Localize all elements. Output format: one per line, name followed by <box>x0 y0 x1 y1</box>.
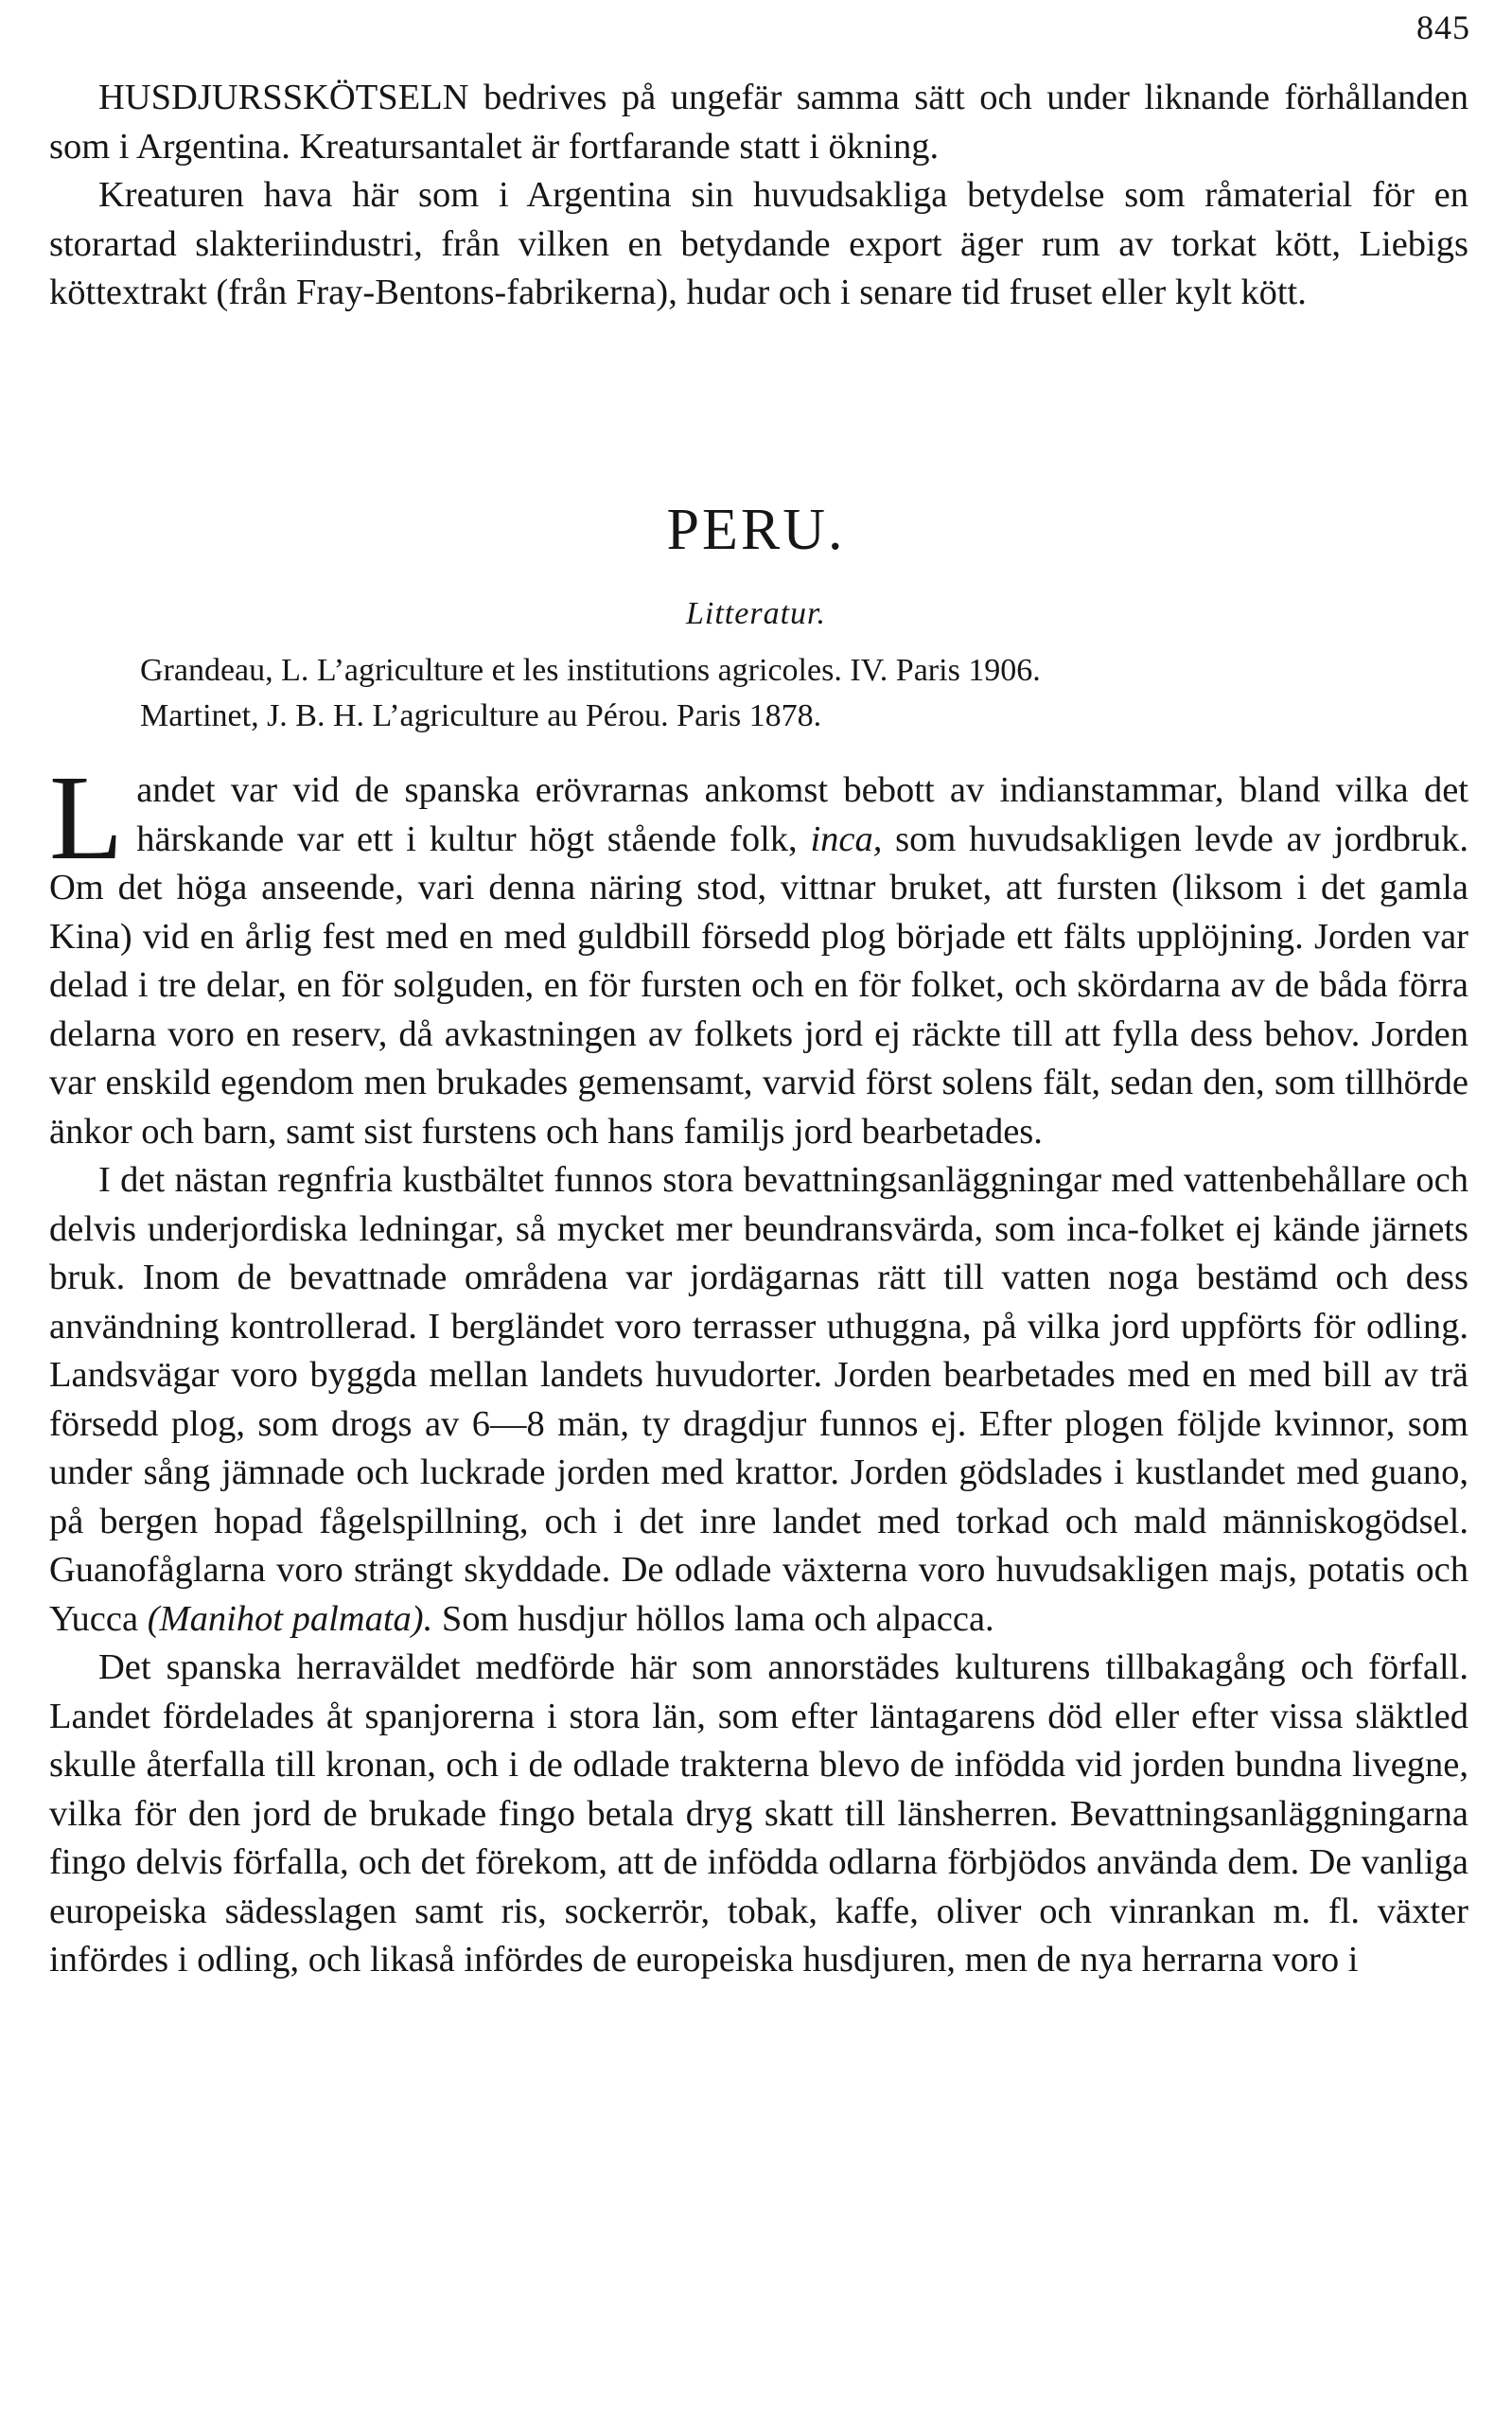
paragraph-text: I det nästan regnfria kustbältet funnos stora bevattningsanläggningar med vattenbehållare och delvis underjordiska ledningar, så mycket mer beundransvärda, som inca-folket ej kände järnets bruk. Inom de bevattnade områdena var jordägarnas rätt till vatten noga bestämd och dess användning kontrollerad. I bergländet voro terrasser uthuggna, på vilka jord uppförts för odling. Landsvägar voro byggda mellan landets huvudorter. Jorden bearbetades med en med bill av trä försedd plog, som drogs av 6—8 män, ty dragdjur funnos ej. Efter plogen följde kvinnor, som under sång jämnade och luckrade jorden med krattor. Jorden gödslades i kustlandet med guano, på bergen hopad fågelspillning, och i det inre landet med torkad och mald människogödsel. Guanofåglarna voro strängt skyddade. De odlade växterna voro huvudsakligen majs, potatis och Yucca <box>49 1160 1468 1639</box>
section-title: PERU. <box>666 498 846 562</box>
paragraph <box>49 74 1468 171</box>
page-number: 845 <box>1416 9 1470 46</box>
paragraph-text: Som husdjur höllos lama och alpacca. <box>432 1598 994 1639</box>
reference-item <box>140 648 1474 694</box>
lead-word: HUSDJURSSKÖTSELN <box>98 78 469 117</box>
paragraph-text: bedrives på ungefär samma sätt och under liknande förhållanden som i Argentina. Kreatursantalet är fortfarande statt i ökning. <box>49 78 1468 167</box>
paragraph-text: som huvudsakligen levde av jordbruk. Om det höga anseende, vari denna näring stod, vittnar bruket, att fursten (liksom i det gamla Kina) vid en årlig fest med en med guldbill försedd plog började ett fälts upplöjning. Jorden var delad i tre delar, en för solguden, en för fursten och en för folket, och skördarna av de båda förra delarna voro en reserv, då avkastningen av folkets jord ej räckte till att fylla dess behov. Jorden var enskild egendom men brukades gemensamt, varvid först solens fält, sedan den, som tillhörde änkor och barn, samt sist furstens och hans familjs jord bearbetades. <box>49 818 1469 1152</box>
reference-item <box>140 694 1474 739</box>
main-text <box>49 750 1469 1985</box>
paragraph <box>49 1156 1468 1644</box>
emphasis: inca, <box>810 818 883 859</box>
reference-text: L’agriculture au Pérou. Paris 1878. <box>372 698 822 733</box>
paragraph <box>49 750 1469 1156</box>
paragraph-text: andet var vid de spanska erövrarnas ankomst bebott av indianstammar, bland vilka det härskande var ett i kultur högt stående folk, <box>136 770 1468 859</box>
emphasis: (Manihot palmata). <box>147 1598 433 1639</box>
husdjur-section <box>49 74 1468 318</box>
reference-author: Martinet, J. B. H. <box>140 698 365 733</box>
drop-cap: L <box>49 750 124 885</box>
reference-list <box>140 648 1474 739</box>
literature-heading: Litteratur. <box>686 596 826 631</box>
reference-author: Grandeau, L. <box>140 653 309 688</box>
reference-text: L’agriculture et les institutions agricoles. IV. Paris 1906. <box>316 653 1041 688</box>
paragraph: Kreaturen hava här som i Argentina sin huvudsakliga betydelse som råmaterial för en storartad slakteriindustri, från vilken en betydande export äger rum av torkat kött, Liebigs köttextrakt (från Fray-Bentons-fabrikerna), hudar och i senare tid fruset eller kylt kött. <box>49 175 1468 312</box>
paragraph: Det spanska herraväldet medförde här som annorstädes kulturens tillbakagång och förfall. Landet fördelades åt spanjorerna i stora län, som efter läntagarens död eller efter vissa släktled skulle återfalla till kronan, och i de odlade trakterna blevo de infödda vid jorden bundna livegne, vilka för den jord de brukade fingo betala dryg skatt till länsherren. Bevattningsanläggningarna fingo delvis förfalla, och det förekom, att de infödda odlarna förbjödos använda dem. De vanliga europeiska sädesslagen samt ris, sockerrör, tobak, kaffe, oliver och vinrankan m. fl. växter infördes i odling, och likaså infördes de europeiska husdjuren, men de nya herrarna voro i <box>49 1647 1468 1980</box>
